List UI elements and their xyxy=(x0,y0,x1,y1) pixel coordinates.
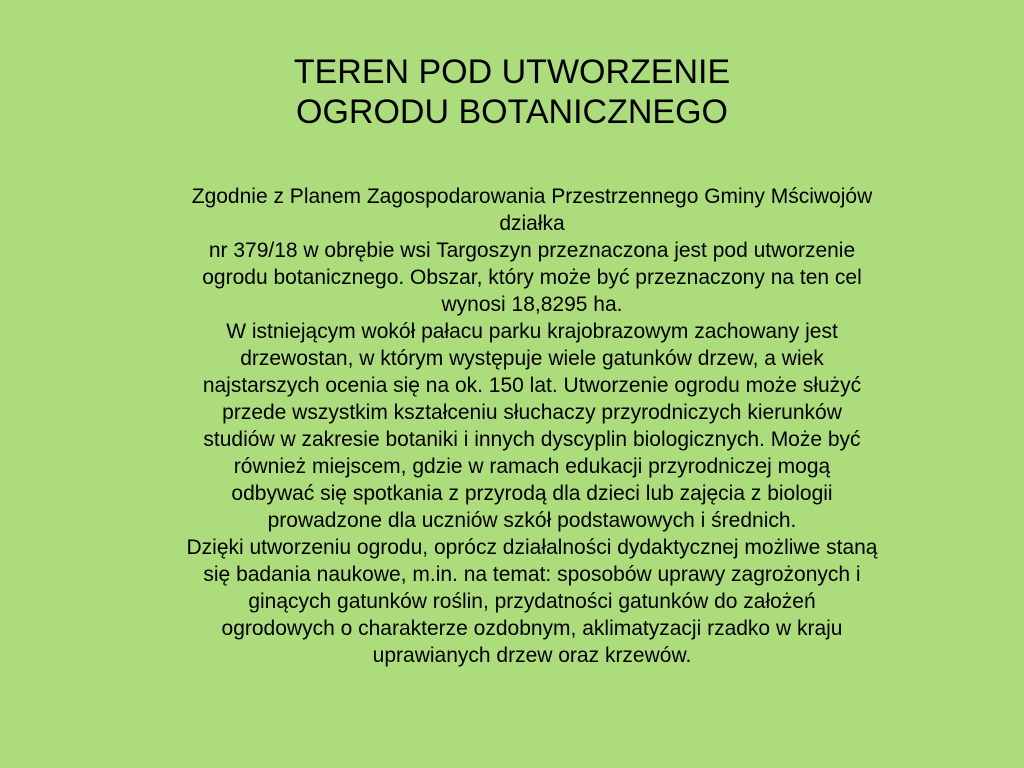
text-line: wynosi 18,8295 ha. xyxy=(441,293,623,316)
text-line: Dzięki utworzeniu ogrodu, oprócz działalności dydaktycznej możliwe staną xyxy=(186,536,878,559)
text-line: ogrodu botanicznego. Obszar, który może być przeznaczony na ten cel xyxy=(202,266,862,289)
text-line: nr 379/18 w obrębie wsi Targoszyn przeznaczona jest pod utworzenie xyxy=(208,239,856,262)
text-line: uprawianych drzew oraz krzewów. xyxy=(372,644,692,667)
text-line: drzewostan, w którym występuje wiele gatunków drzew, a wiek xyxy=(240,347,824,370)
paragraph-plot-area xyxy=(58,237,1006,318)
text-line: przede wszystkim kształceniu słuchaczy przyrodniczych kierunków xyxy=(222,401,842,424)
text-line: Zgodnie z Planem Zagospodarowania Przestrzennego Gminy Mściwojów xyxy=(191,185,873,208)
paragraph-zoning-plan xyxy=(58,183,1006,237)
slide-title-line-2: OGRODU BOTANICZNEGO xyxy=(296,93,728,131)
text-line: W istniejącym wokół pałacu parku krajobrazowym zachowany jest xyxy=(226,320,838,343)
paragraph-park-trees xyxy=(58,318,1006,534)
text-line: się badania naukowe, m.in. na temat: sposobów uprawy zagrożonych i xyxy=(203,563,861,586)
text-line: odbywać się spotkania z przyrodą dla dzieci lub zajęcia z biologii xyxy=(231,482,833,505)
text-line: studiów w zakresie botaniki i innych dyscyplin biologicznych. Może być xyxy=(203,428,861,451)
slide-title-line-1: TEREN POD UTWORZENIE xyxy=(293,53,731,91)
paragraph-research xyxy=(58,534,1006,669)
text-line: ginących gatunków roślin, przydatności gatunków do założeń xyxy=(248,590,816,613)
text-line: ogrodowych o charakterze ozdobnym, aklimatyzacji rzadko w kraju xyxy=(221,617,843,640)
slide-title xyxy=(0,52,1024,132)
slide-body-text xyxy=(58,183,1006,669)
text-line: działka xyxy=(499,212,565,235)
text-line: najstarszych ocenia się na ok. 150 lat. Utworzenie ogrodu może służyć xyxy=(202,374,862,397)
text-line: prowadzone dla uczniów szkół podstawowych i średnich. xyxy=(267,509,797,532)
text-line: również miejscem, gdzie w ramach edukacji przyrodniczej mogą xyxy=(233,455,831,478)
